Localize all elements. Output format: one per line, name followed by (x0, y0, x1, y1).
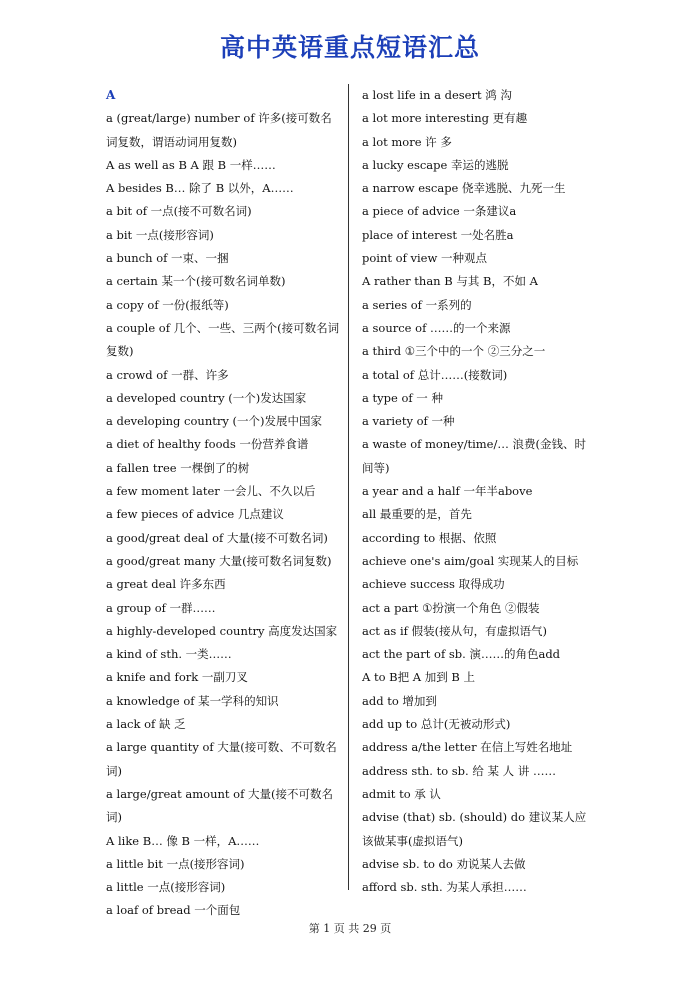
phrase-entry: a large/great amount of 大量(接不可数名词) (106, 786, 333, 825)
phrase-entry: a type of 一 种 (362, 390, 443, 405)
phrase-entry: a group of 一群…… (106, 600, 216, 615)
page-footer: 第 1 页 共 29 页 (308, 922, 392, 935)
phrase-entry: a piece of advice 一条建议a (362, 204, 517, 219)
phrase-entry: a developing country (一个)发展中国家 (106, 414, 322, 429)
phrase-entry: a variety of 一种 (362, 414, 455, 429)
phrase-entry: add up to 总计(无被动形式) (362, 717, 511, 732)
phrase-entry: act a part ①扮演一个角色 ②假装 (362, 600, 540, 615)
phrase-entry: a knife and fork 一副刀叉 (106, 670, 248, 685)
phrase-entry: add to 增加到 (362, 693, 437, 708)
phrase-entry: a crowd of 一群、许多 (106, 367, 229, 382)
phrase-entry: a copy of 一份(报纸等) (106, 297, 229, 312)
phrase-entry: a kind of sth. 一类…… (106, 647, 232, 662)
phrase-entry: a year and a half 一年半above (362, 484, 533, 499)
phrase-entry: A as well as B A 跟 B 一样…… (106, 157, 276, 172)
phrase-entry: a great deal 许多东西 (106, 577, 226, 592)
phrase-entry: address sth. to sb. 给 某 人 讲 …… (362, 763, 556, 778)
phrase-entry: according to 根据、依照 (362, 530, 497, 545)
section-letter: A (106, 88, 116, 102)
phrase-entry: a highly-developed country 高度发达国家 (106, 623, 338, 638)
phrase-entry: a loaf of bread 一个面包 (106, 903, 241, 918)
page-title: 高中英语重点短语汇总 (219, 33, 480, 62)
phrase-entry: a series of 一系列的 (362, 297, 472, 312)
phrase-entry: a couple of 几个、一些、三两个(接可数名词复数) (106, 320, 340, 359)
phrase-entry: afford sb. sth. 为某人承担…… (362, 880, 527, 895)
phrase-entry: a good/great many 大量(接可数名词复数) (106, 553, 332, 568)
right-column (362, 84, 594, 899)
phrase-entry: a (great/large) number of 许多(接可数名词复数，谓语动词用复数) (106, 111, 332, 149)
phrase-entry: a large quantity of 大量(接可数、不可数名词) (106, 740, 337, 778)
phrase-entry: A to B把 A 加到 B 上 (362, 670, 475, 685)
phrase-entry: a knowledge of 某一学科的知识 (106, 693, 279, 708)
phrase-entry: a third ①三个中的一个 ②三分之一 (362, 344, 546, 359)
phrase-entry: a lot more interesting 更有趣 (362, 111, 528, 126)
column-divider (348, 84, 349, 890)
phrase-entry: a narrow escape 侥幸逃脱、九死一生 (362, 181, 566, 196)
phrase-entry: A like B… 像 B 一样，A…… (106, 833, 260, 848)
phrase-entry: a little 一点(接形容词) (106, 880, 226, 895)
phrase-entry: a few moment later 一会儿、不久以后 (106, 484, 316, 499)
phrase-entry: all 最重要的是，首先 (362, 507, 472, 522)
phrase-entry: act the part of sb. 演……的角色add (362, 647, 561, 662)
phrase-entry: a few pieces of advice 几点建议 (106, 507, 284, 522)
phrase-entry: point of view 一种观点 (362, 251, 487, 266)
phrase-entry: a good/great deal of 大量(接不可数名词) (106, 530, 328, 545)
phrase-entry: a lucky escape 幸运的逃脱 (362, 157, 509, 172)
phrase-entry: a lot more 许 多 (362, 134, 452, 149)
phrase-entry: address a/the letter 在信上写姓名地址 (362, 740, 573, 755)
phrase-entry: advise (that) sb. (should) do 建议某人应该做某事(虚拟语气) (362, 810, 587, 848)
phrase-entry: a fallen tree 一棵倒了的树 (106, 460, 250, 475)
phrase-entry: a lost life in a desert 鸿 沟 (362, 88, 512, 102)
phrase-entry: place of interest 一处名胜a (362, 227, 514, 242)
phrase-entry: a bunch of 一束、一捆 (106, 251, 229, 266)
phrase-entry: a lack of 缺 乏 (106, 717, 186, 732)
phrase-entry: A rather than B 与其 B，不如 A (362, 274, 538, 289)
phrase-entry: a developed country (一个)发达国家 (106, 390, 307, 405)
phrase-entry: a certain 某一个(接可数名词单数) (106, 274, 286, 289)
phrase-entry: a total of 总计……(接数词) (362, 367, 508, 382)
left-column (106, 84, 342, 923)
phrase-entry: achieve one's aim/goal 实现某人的目标 (362, 553, 579, 568)
phrase-entry: A besides B… 除了 B 以外，A…… (106, 181, 294, 196)
phrase-entry: a diet of healthy foods 一份营养食谱 (106, 437, 309, 452)
phrase-entry: a bit of 一点(接不可数名词) (106, 204, 252, 219)
phrase-entry: a little bit 一点(接形容词) (106, 856, 245, 871)
phrase-entry: advise sb. to do 劝说某人去做 (362, 856, 526, 871)
phrase-entry: act as if 假装(接从句，有虚拟语气) (362, 623, 548, 638)
phrase-entry: a source of ……的一个来源 (362, 320, 511, 335)
phrase-entry: a bit 一点(接形容词) (106, 227, 214, 242)
phrase-entry: admit to 承 认 (362, 786, 441, 801)
phrase-entry: a waste of money/time/… 浪费(金钱、时间等) (362, 437, 586, 475)
phrase-entry: achieve success 取得成功 (362, 577, 505, 592)
